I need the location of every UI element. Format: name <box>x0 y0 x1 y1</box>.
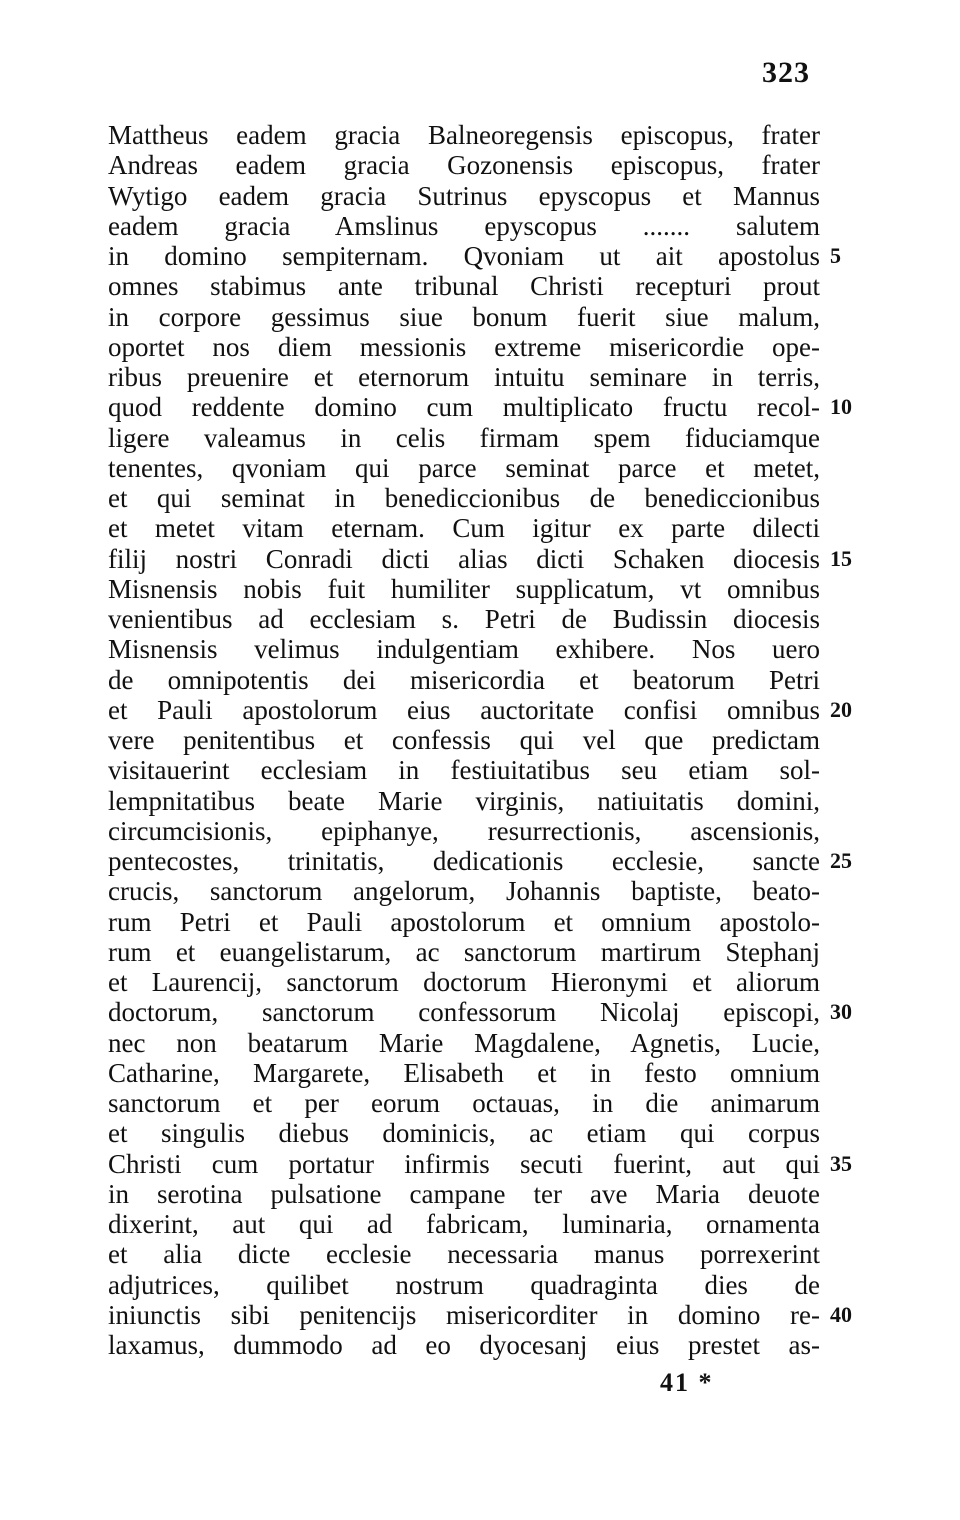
line-text: oportet nos diem messionis extreme misericordie ope- <box>108 331 820 362</box>
text-line <box>108 302 820 332</box>
line-text: crucis, sanctorum angelorum, Johannis baptiste, beato- <box>108 876 820 907</box>
text-line <box>108 453 820 483</box>
line-number: 10 <box>830 394 852 420</box>
line-text: nec non beatarum Marie Magdalene, Agnetis, Lucie, <box>108 1027 820 1058</box>
text-line <box>108 1270 820 1300</box>
text-line <box>108 211 820 241</box>
text-line <box>108 1179 820 1209</box>
line-text: rum et euangelistarum, ac sanctorum martirum Stephanj <box>108 936 820 967</box>
text-line <box>108 1028 820 1058</box>
line-text: in serotina pulsatione campane ter ave Maria deuote <box>108 1178 820 1209</box>
line-text: lempnitatibus beate Marie virginis, natiuitatis domini, <box>108 785 820 816</box>
text-line <box>108 362 820 392</box>
line-text: et metet vitam eternam. Cum igitur ex parte dilecti <box>108 513 820 544</box>
text-line <box>108 1330 820 1360</box>
line-text: venientibus ad ecclesiam s. Petri de Budissin diocesis <box>108 604 820 634</box>
line-text: sanctorum et per eorum octauas, in die animarum <box>108 1088 820 1118</box>
text-line <box>108 634 820 664</box>
text-line <box>108 392 852 423</box>
line-text: omnes stabimus ante tribunal Christi recepturi prout <box>108 271 820 302</box>
line-text: rum Petri et Pauli apostolorum et omnium apostolo- <box>108 906 820 937</box>
line-text: ribus preuenire et eternorum intuitu seminare in terris, <box>108 362 820 392</box>
signature-mark: 41 * <box>660 1368 714 1397</box>
text-line <box>108 1148 852 1179</box>
text-line <box>108 483 820 513</box>
page-number: 323 <box>762 56 810 89</box>
line-text: vere penitentibus et confessis qui vel que predictam <box>108 725 820 755</box>
text-line <box>108 694 852 725</box>
text-line <box>108 876 820 906</box>
line-text: et qui seminat in benediccionibus de benediccionibus <box>108 483 820 513</box>
line-text: et alia dicte ecclesie necessaria manus porrexerint <box>108 1239 820 1270</box>
line-text: dixerint, aut qui ad fabricam, luminaria, ornamenta <box>108 1209 820 1239</box>
text-line <box>108 1299 852 1330</box>
line-text: Misnensis nobis fuit humiliter supplicatum, vt omnibus <box>108 573 820 604</box>
line-number: 25 <box>830 848 852 873</box>
text-line <box>108 937 820 967</box>
text-line <box>108 181 820 211</box>
line-text: Christi cum portatur infirmis secuti fuerint, aut qui <box>108 1148 820 1179</box>
text-line <box>108 665 820 695</box>
line-text: et Pauli apostolorum eius auctoritate confisi omnibus <box>108 694 820 725</box>
line-text: visitauerint ecclesiam in festiuitatibus seu etiam sol- <box>108 755 820 786</box>
text-line <box>108 1058 820 1088</box>
line-text: laxamus, dummodo ad eo dyocesanj eius prestet as- <box>108 1330 820 1360</box>
text-line <box>108 816 820 846</box>
text-line <box>108 1118 820 1148</box>
line-text: ligere valeamus in celis firmam spem fiduciamque <box>108 422 820 453</box>
text-line <box>108 271 820 301</box>
text-line <box>108 604 820 634</box>
text-line <box>108 907 820 937</box>
line-text: Mattheus eadem gracia Balneoregensis episcopus, frater <box>108 120 820 150</box>
line-text: de omnipotentis dei misericordia et beatorum Petri <box>108 664 820 695</box>
line-number: 40 <box>830 1301 852 1327</box>
text-line <box>108 332 820 362</box>
line-number: 30 <box>830 999 852 1025</box>
line-text: et Laurencij, sanctorum doctorum Hieronymi et aliorum <box>108 967 820 997</box>
line-text: tenentes, qvoniam qui parce seminat parce et metet, <box>108 452 820 483</box>
line-text: adjutrices, quilibet nostrum quadraginta dies de <box>108 1269 820 1300</box>
text-line <box>108 755 820 785</box>
text-line <box>108 725 820 755</box>
text-line <box>108 574 820 604</box>
line-text: Andreas eadem gracia Gozonensis episcopus, frater <box>108 150 820 181</box>
text-line <box>108 150 820 180</box>
line-text: et singulis diebus dominicis, ac etiam qui corpus <box>108 1118 820 1149</box>
line-text: Catharine, Margarete, Elisabeth et in festo omnium <box>108 1057 820 1088</box>
line-number: 20 <box>830 696 852 722</box>
line-text: quod reddente domino cum multiplicato fructu recol- <box>108 392 820 423</box>
line-text: Misnensis velimus indulgentiam exhibere. Nos uero <box>108 634 820 665</box>
text-line <box>108 1209 820 1239</box>
text-line <box>108 846 852 876</box>
text-line <box>108 967 820 997</box>
text-line <box>108 543 852 574</box>
line-text: eadem gracia Amslinus epyscopus ....... salutem <box>108 210 820 241</box>
text-line <box>108 997 852 1028</box>
text-line <box>108 1239 820 1269</box>
line-text: Wytigo eadem gracia Sutrinus epyscopus et Mannus <box>108 180 820 211</box>
line-text: pentecostes, trinitatis, dedicationis ecclesie, sancte <box>108 846 820 876</box>
text-line <box>108 120 820 150</box>
line-number: 35 <box>830 1150 852 1176</box>
line-text: filij nostri Conradi dicti alias dicti Schaken diocesis <box>108 543 820 574</box>
line-number: 5 <box>830 243 841 268</box>
line-text: iniunctis sibi penitencijs misericorditer in domino re- <box>108 1299 820 1330</box>
text-line <box>108 786 820 816</box>
line-text: in domino sempiternam. Qvoniam ut ait apostolus <box>108 241 820 271</box>
text-line <box>108 241 841 271</box>
body-text <box>108 120 852 1360</box>
text-line <box>108 1088 820 1118</box>
line-text: in corpore gessimus siue bonum fuerit siue malum, <box>108 301 820 332</box>
line-number: 15 <box>830 545 852 571</box>
text-line <box>108 513 820 543</box>
line-text: doctorum, sanctorum confessorum Nicolaj episcopi, <box>108 997 820 1028</box>
text-line <box>108 423 820 453</box>
line-text: circumcisionis, epiphanye, resurrectionis, ascensionis, <box>108 815 820 846</box>
